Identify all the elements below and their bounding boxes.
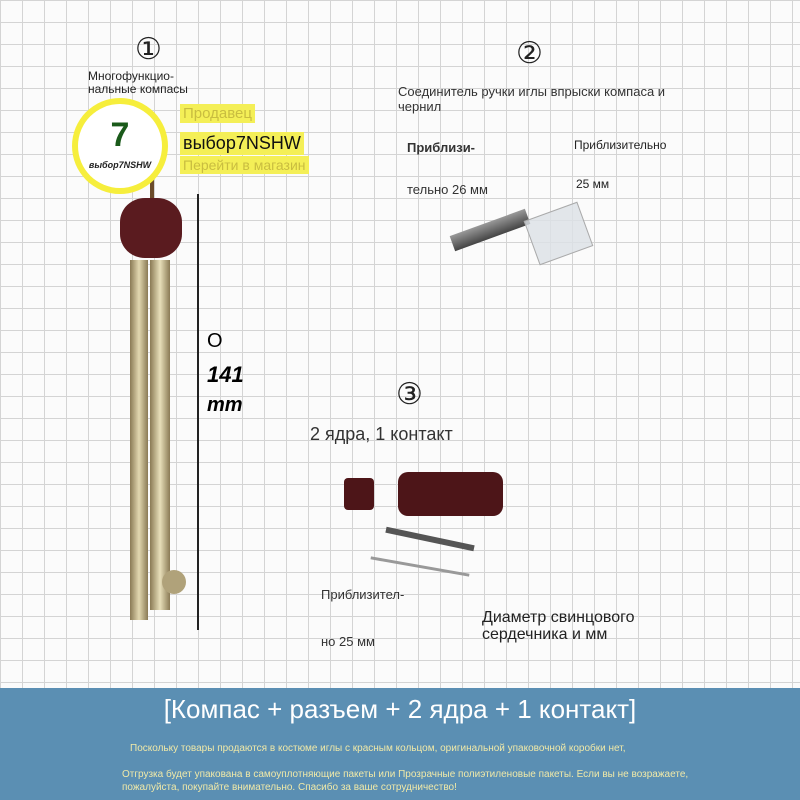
parts-image xyxy=(340,470,510,580)
diameter-1: Диаметр свинцового xyxy=(482,609,635,626)
approx-left-2: тельно 26 мм xyxy=(407,182,488,197)
seller-logo[interactable]: 7 выбор7NSHW xyxy=(78,104,162,188)
step-number-2: ② xyxy=(516,37,543,70)
seller-name[interactable]: выбор7NSHW xyxy=(180,132,304,155)
approx-left-1: Приблизи- xyxy=(407,140,476,155)
length-line xyxy=(197,194,199,630)
compass-image xyxy=(112,174,192,640)
parts-caption: 2 ядра, 1 контакт xyxy=(310,424,453,444)
size-label: O xyxy=(207,330,223,352)
connector-caption: Соединитель ручки иглы впрыски компаса и чернил xyxy=(398,84,666,114)
step-number-1: ① xyxy=(135,33,162,66)
connector-image xyxy=(450,200,590,260)
go-to-store-link[interactable]: Перейти в магазин xyxy=(180,156,309,174)
step-number-3: ③ xyxy=(396,378,423,411)
approx-2: но 25 мм xyxy=(321,634,375,649)
footer-note-1: Поскольку товары продаются в костюме иглы с красным кольцом, оригинальной упаковочной коробки нет, xyxy=(130,743,626,754)
seller-label: Продавец xyxy=(180,104,255,123)
compass-caption: Многофункцио-нальные компасы xyxy=(88,69,188,96)
footer-note-2: Отгрузка будет упакована в самоуплотняющие пакеты или Прозрачные полиэтиленовые пакеты. Если вы не возражаете, пожалуйста, покупайте внимательно. Спасибо за ваше сотрудничество! xyxy=(122,769,689,793)
diameter-2: сердечника и мм xyxy=(482,626,608,643)
size-unit: mm xyxy=(207,394,243,416)
footer-title: [Компас + разъем + 2 ядра + 1 контакт] xyxy=(163,694,637,724)
size-value: 141 xyxy=(207,362,244,387)
approx-right-value: 25 мм xyxy=(576,177,610,191)
approx-right: Приблизительно xyxy=(574,138,667,152)
approx-1: Приблизител- xyxy=(321,587,405,602)
